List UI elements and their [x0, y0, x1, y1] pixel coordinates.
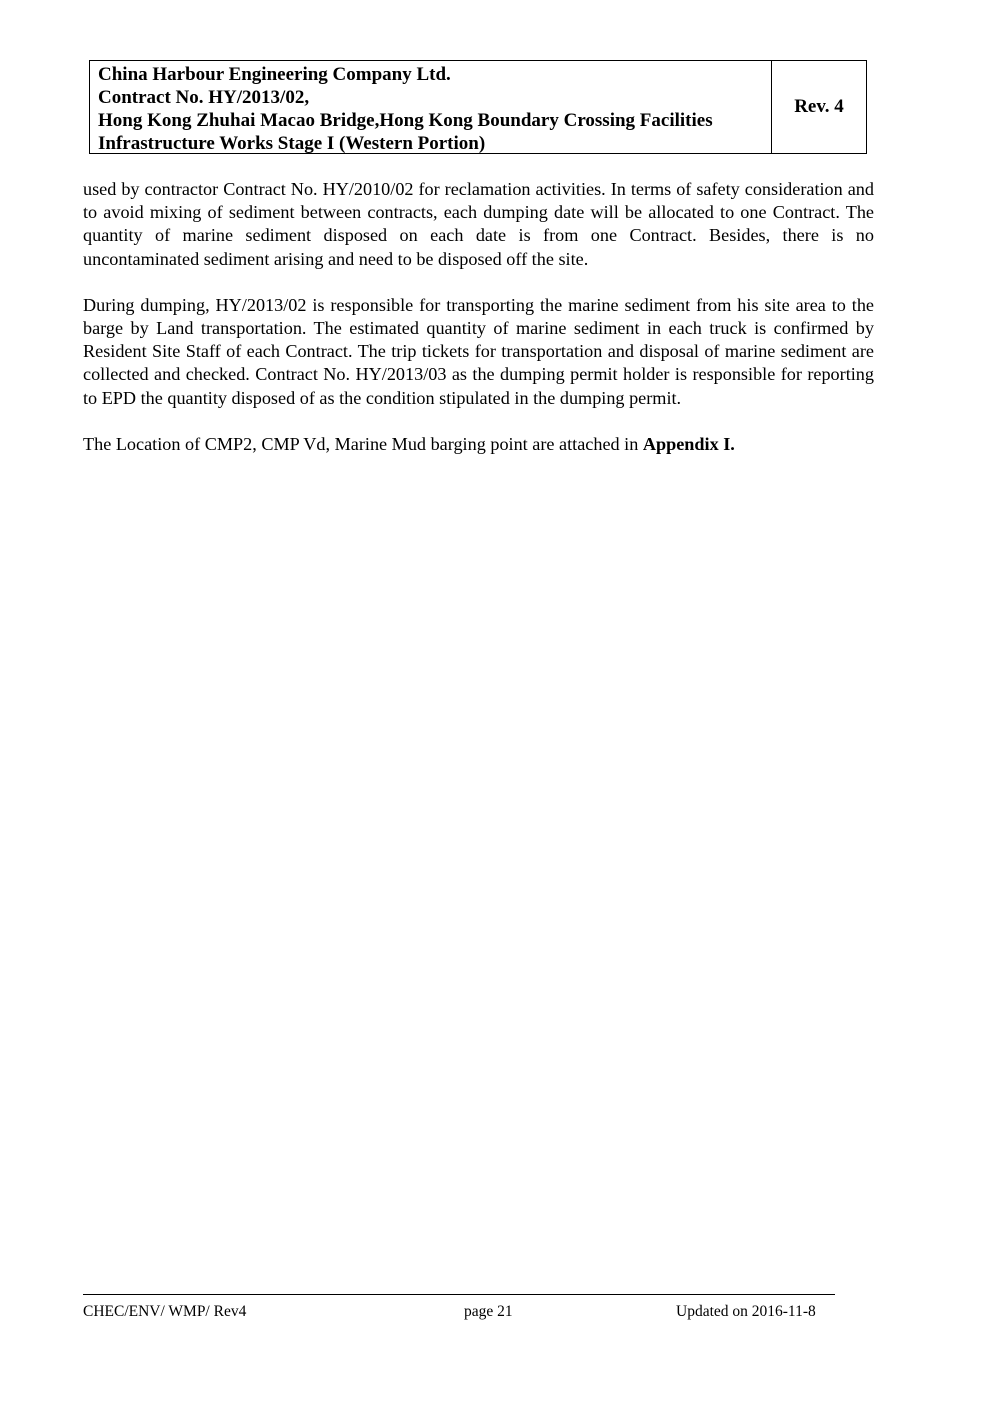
header-project-name: Hong Kong Zhuhai Macao Bridge,Hong Kong Boundary Crossing Facilities: [98, 110, 713, 131]
paragraph-dumping-responsibility: During dumping, HY/2013/02 is responsible for transporting the marine sediment from his site area to the barge by Land transportation. The estimated quantity of marine sediment in each truck is confirmed by Resident Site Staff of each Contract. The trip tickets for transportation and disposal of marine sediment are collected and checked. Contract No. HY/2013/03 as the dumping permit holder is responsible for reporting to EPD the quantity disposed of as the condition stipulated in the dumping permit.: [83, 294, 874, 408]
header-project-stage: Infrastructure Works Stage I (Western Portion): [98, 133, 486, 154]
footer-divider: [83, 1294, 835, 1295]
header-revision: Rev. 4: [794, 96, 844, 117]
paragraph-location-reference: [83, 433, 874, 456]
document-header: [89, 60, 867, 154]
footer-updated-date: Updated on 2016-11-8: [676, 1303, 816, 1320]
header-contract-number: Contract No. HY/2013/02,: [98, 87, 310, 108]
footer-document-code: CHEC/ENV/ WMP/ Rev4: [83, 1303, 247, 1320]
header-company-name: China Harbour Engineering Company Ltd.: [98, 64, 451, 85]
paragraph-dumping-allocation: used by contractor Contract No. HY/2010/02 for reclamation activities. In terms of safety consideration and to avoid mixing of sediment between contracts, each dumping date will be allocated to one Contract. The quantity of marine sediment disposed on each date is from one Contract. Besides, there is no uncontaminated sediment arising and need to be disposed off the site.: [83, 179, 874, 269]
location-reference-text: The Location of CMP2, CMP Vd, Marine Mud barging point are attached in: [83, 433, 643, 454]
footer-page-number: page 21: [464, 1303, 513, 1320]
header-title-block: [90, 61, 772, 153]
document-body: [83, 178, 874, 479]
appendix-reference: Appendix I.: [642, 433, 735, 454]
